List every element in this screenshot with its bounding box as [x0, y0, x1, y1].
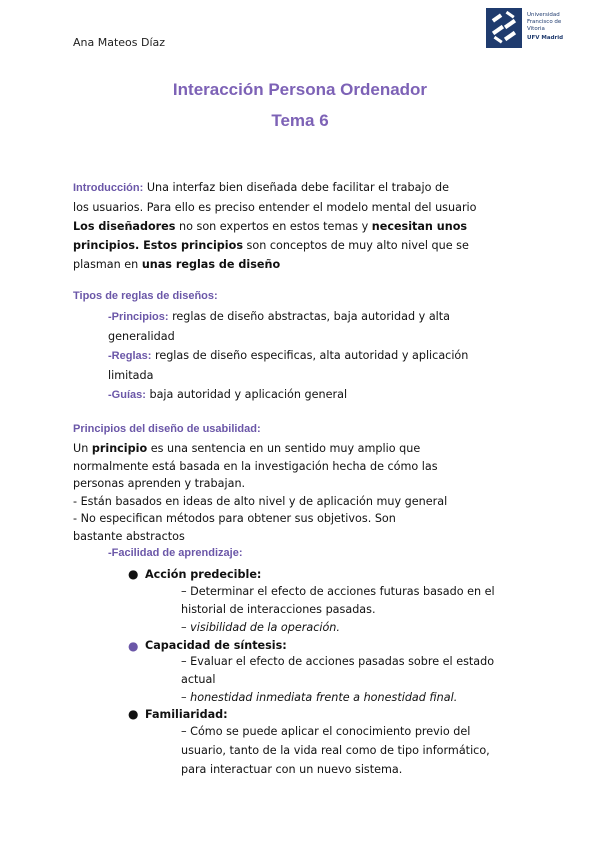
tipos-heading: Tipos de reglas de diseños: — [73, 290, 218, 302]
item-title: Acción predecible: — [145, 568, 262, 581]
tipos-list: -Principios: reglas de diseño abstractas, baja autoridad y alta generalidad -Reglas: reglas de diseño especificas, alta autoridad y aplicación limitada -Guías: baja autoridad y aplicación general — [108, 310, 469, 401]
item-body: – Cómo se puede aplicar el conocimiento previo del usuario, tanto de la vida real como de tipo informático, para interactuar con un nuevo sistema. — [181, 725, 490, 776]
logo-text: Universidad Francisco de Vitoria UFV Madrid — [527, 12, 564, 41]
author-name: Ana Mateos Díaz — [73, 36, 166, 49]
university-logo — [486, 8, 522, 48]
bullet-icon: ● — [128, 567, 139, 581]
intro-paragraph: Introducción: Una interfaz bien diseñada debe facilitar el trabajo de los usuarios. Para ello es preciso entender el modelo mental del usuario Los diseñadores no son expertos en estos temas y necesitan unos principios. Estos principios son conceptos de muy alto nivel que se plasman en unas reglas de diseño — [73, 181, 477, 271]
item-body: – Determinar el efecto de acciones futuras basado en el historial de interacciones pasadas. – visibilidad de la operación. — [181, 585, 495, 634]
item-body: – Evaluar el efecto de acciones pasadas sobre el estado actual – honestidad inmediata frente a honestidad final. — [181, 655, 495, 704]
item-title: Familiaridad: — [145, 708, 228, 721]
logo-mark-icon — [486, 8, 522, 48]
bullet-icon: ● — [128, 639, 139, 653]
usabilidad-heading: Principios del diseño de usabilidad: — [73, 423, 261, 435]
intro-label: Introducción: — [73, 182, 144, 194]
bullet-icon: ● — [128, 707, 139, 721]
page-subtitle: Tema 6 — [271, 111, 329, 130]
facilidad-heading: -Facilidad de aprendizaje: — [108, 547, 243, 559]
item-title: Capacidad de síntesis: — [145, 639, 287, 652]
page-title: Interacción Persona Ordenador — [172, 80, 428, 99]
usabilidad-paragraph: Un principio es una sentencia en un sentido muy amplio que normalmente está basada en la investigación hecha de cómo las personas aprenden y trabajan. - Están basados en ideas de alto nivel y de aplicación muy general - No especifican métodos para obtener sus objetivos. Son bastante abstractos — [73, 442, 448, 543]
